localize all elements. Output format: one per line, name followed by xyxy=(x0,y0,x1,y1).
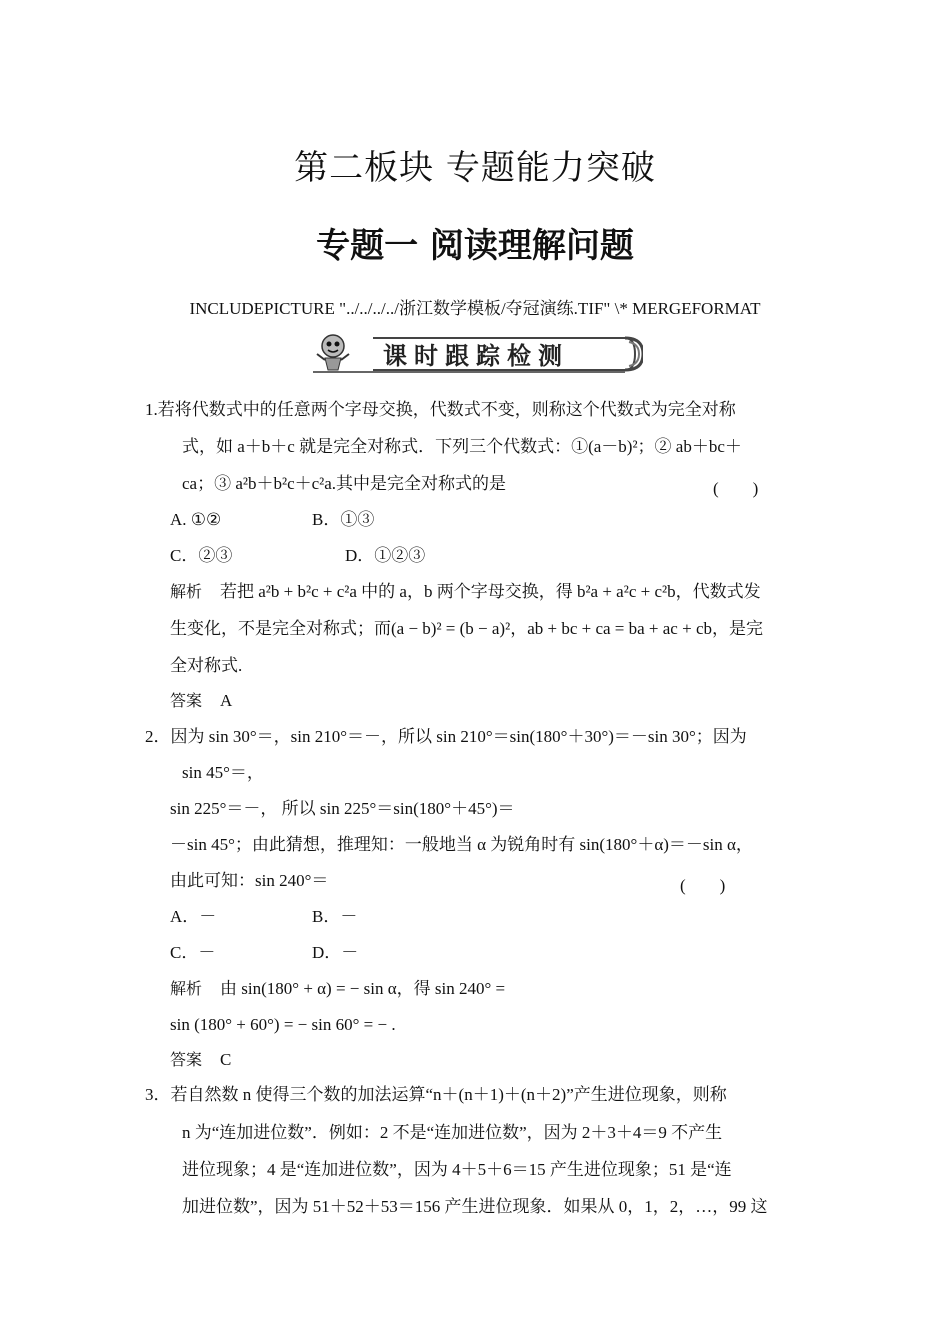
q1-option-c: C．②③ xyxy=(170,546,233,565)
include-picture-field: INCLUDEPICTURE "../../../../浙江数学模板/夺冠演练.TIF" \* MERGEFORMAT xyxy=(189,299,761,318)
q1-option-b: B．①③ xyxy=(312,510,375,529)
answer-label: 答案 xyxy=(170,1050,203,1069)
q2-answer-value: C xyxy=(220,1050,232,1069)
q2-option-a: A．－ xyxy=(170,907,217,926)
q2-answer-blank: ( ) xyxy=(680,876,726,895)
q2-line-5: 由此可知：sin 240°＝ xyxy=(170,871,329,890)
q2-option-c: C．－ xyxy=(170,943,216,962)
answer-label: 答案 xyxy=(170,691,203,710)
q2-option-b: B．－ xyxy=(312,907,358,926)
q2-analysis-line-1 xyxy=(170,977,505,1001)
q1-line-1: 1.若将代数式中的任意两个字母交换，代数式不变，则称这个代数式为完全对称 xyxy=(145,400,736,419)
q3-line-2: n 为“连加进位数”．例如：2 不是“连加进位数”，因为 2＋3＋4＝9 不产生 xyxy=(182,1123,723,1142)
q3-line-3: 进位现象；4 是“连加进位数”，因为 4＋5＋6＝15 产生进位现象；51 是“连 xyxy=(182,1160,732,1179)
q1-analysis-text-1: 若把 a²b + b²c + c²a 中的 a，b 两个字母交换，得 b²a + a²c + c²b，代数式发 xyxy=(220,582,761,601)
q3-line-4: 加进位数”，因为 51＋52＋53＝156 产生进位现象．如果从 0，1，2，…，99 这 xyxy=(182,1197,768,1216)
topic-title: 专题一 阅读理解问题 xyxy=(316,226,634,266)
q3-line-1: 3．若自然数 n 使得三个数的加法运算“n＋(n＋1)＋(n＋2)”产生进位现象，则称 xyxy=(145,1085,727,1104)
q1-analysis-line-1 xyxy=(170,580,761,604)
q2-line-3: sin 225°＝－， 所以 sin 225°＝sin(180°＋45°)＝ xyxy=(170,799,515,818)
q2-answer-line xyxy=(170,1048,231,1072)
mascot-icon xyxy=(317,335,349,370)
q2-line-4: －sin 45°；由此猜想，推理知：一般地当 α 为锐角时有 sin(180°＋α)＝－sin α， xyxy=(170,835,753,854)
q1-answer-value: A xyxy=(220,691,233,710)
section-title: 第二板块 专题能力突破 xyxy=(294,148,656,188)
q1-analysis-line-3: 全对称式. xyxy=(170,656,243,675)
q1-option-a: A. ①② xyxy=(170,510,222,529)
analysis-label: 解析 xyxy=(170,582,203,601)
q1-line-3: ca；③ a²b＋b²c＋c²a.其中是完全对称式的是 xyxy=(182,474,507,493)
q1-analysis-line-2: 生变化，不是完全对称式；而(a − b)² = (b − a)²，ab + bc + ca = ba + ac + cb，是完 xyxy=(170,619,763,638)
q2-option-d: D．－ xyxy=(312,943,359,962)
q1-answer-line xyxy=(170,689,232,713)
analysis-label: 解析 xyxy=(170,979,203,998)
q2-analysis-text-1: 由 sin(180° + α) = − sin α，得 sin 240° = xyxy=(220,979,506,998)
q1-answer-blank: ( ) xyxy=(713,479,759,498)
q2-line-2: sin 45°＝， xyxy=(182,763,264,782)
practice-banner xyxy=(313,332,643,374)
q2-line-1: 2．因为 sin 30°＝，sin 210°＝－，所以 sin 210°＝sin(180°＋30°)＝－sin 30°；因为 xyxy=(145,727,747,746)
q1-option-d: D．①②③ xyxy=(345,546,426,565)
banner-label: 课时跟踪检测 xyxy=(383,341,569,370)
q1-line-2: 式，如 a＋b＋c 就是完全对称式．下列三个代数式：①(a－b)²；② ab＋bc＋ xyxy=(182,437,742,456)
q2-analysis-line-2: sin (180° + 60°) = − sin 60° = − . xyxy=(170,1015,396,1034)
